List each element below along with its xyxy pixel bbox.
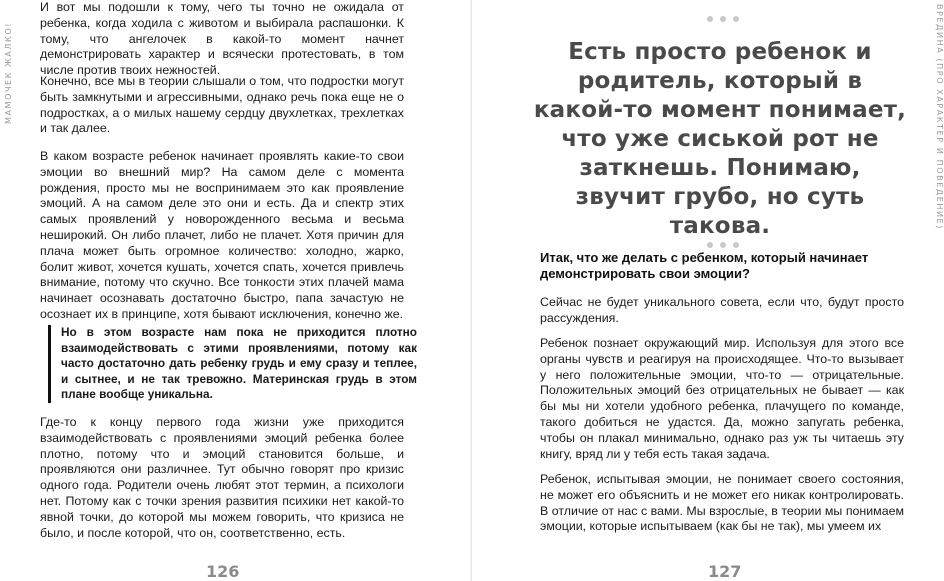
page-number-right: 127 (708, 562, 742, 581)
ornament-dots-top (707, 16, 739, 22)
ornament-dots-bottom (707, 242, 739, 248)
page-number-left: 126 (206, 562, 240, 581)
dot-icon (733, 16, 739, 22)
body-paragraph: Конечно, все мы в теории слышали о том, что подростки могут быть замкнутыми и агрессивными, однако речь пока еще не о подростках, а о милых нашему сердцу двухлетках, трехлетках и так далее. (40, 74, 404, 136)
body-paragraph: В каком возрасте ребенок начинает проявлять какие-то свои эмоции во внешний мир? На самом деле с момента рождения, просто мы не воспринимаем это как проявление эмоций. А на самом деле это они и есть. Да и спектр этих самых проявлений у новорожденного весьма и весьма неширокий. Он либо плачет, либо не плачет. Хотя причин для плача может быть огромное количество: холодно, жарко, болит живот, хочется кушать, хочется спать, хочется привлечь внимание, потому что скучно. Все тонкости этих плачей мама начинает осознавать достаточно быстро, папа зачастую не осознает их в принципе, хотя бывают исключения, конечно же. (40, 149, 404, 321)
body-paragraph: Ребенок познает окружающий мир. Используя для этого все органы чувств и реагируя на происходящее. Что-то вызывает у него положительные эмоции, что-то — отрицательные. Положительных эмоций без отрицательных не бывает — как бы мы ни хотели удобного ребенка, плачущего по команде, такого добиться не удастся. Да, можно запугать ребенка, чтобы он плакал минимально, однако раз уж ты читаешь эту книгу, вряд ли у тебя есть такая задача. (540, 336, 904, 461)
body-paragraph: Сейчас не будет уникального совета, если что, будут просто рассуждения. (540, 295, 904, 325)
dot-icon (707, 16, 713, 22)
body-paragraph: И вот мы подошли к тому, чего ты точно не ожидала от ребенка, когда ходила с животом и выбирала распашонки. К тому, что ангелочек в какой-то момент начнет демонстрировать характер и всячески протестовать, в том числе против твоих нежностей. (40, 0, 404, 78)
dot-icon (720, 16, 726, 22)
dot-icon (707, 242, 713, 248)
pull-quote: Есть просто ребенок и родитель, который в какой-то момент понимает, что уже сиськой рот не заткнешь. Понимаю, звучит грубо, но суть такова. (533, 39, 907, 239)
right-page (472, 0, 944, 581)
highlighted-quote: Но в этом возрасте нам пока не приходится плотно взаимодействовать с этими проявлениями, потому как часто достаточно дать ребенку грудь и ему сразу и теплее, и сытнее, и не так тревожно. Материнская грудь в этом плане вообще уникальна. (48, 325, 417, 403)
section-heading: Итак, что же делать с ребенком, который начинает демонстрировать свои эмоции? (540, 250, 869, 281)
body-paragraph: Ребенок, испытывая эмоции, не понимает своего состояния, не может его объяснить и не может его никак контролировать. В отличие от нас с вами. Мы взрослые, в теории мы понимаем эмоции, которые испытываем (как бы не так), мы умеем их (540, 472, 904, 534)
body-paragraph: Где-то к концу первого года жизни уже приходится взаимодействовать с проявлениями эмоций ребенка более плотно, потому что и эмоций становится больше, и проявляются они различнее. Тут обычно говорят про кризис одного года. Родители очень любят этот термин, а психологи нет. Потому как с точки зрения развития психики нет какой-то явной точки, до которой мы можем говорить, что кризиса не было, и после которой, что он, соответственно, есть. (40, 415, 404, 540)
dot-icon (733, 242, 739, 248)
dot-icon (720, 242, 726, 248)
running-head-left: МАМОЧЕК ЖАЛКО! (4, 21, 13, 124)
running-head-right: ВРЕДИНА (ПРО ХАРАКТЕР И ПОВЕДЕНИЕ) (935, 4, 944, 230)
